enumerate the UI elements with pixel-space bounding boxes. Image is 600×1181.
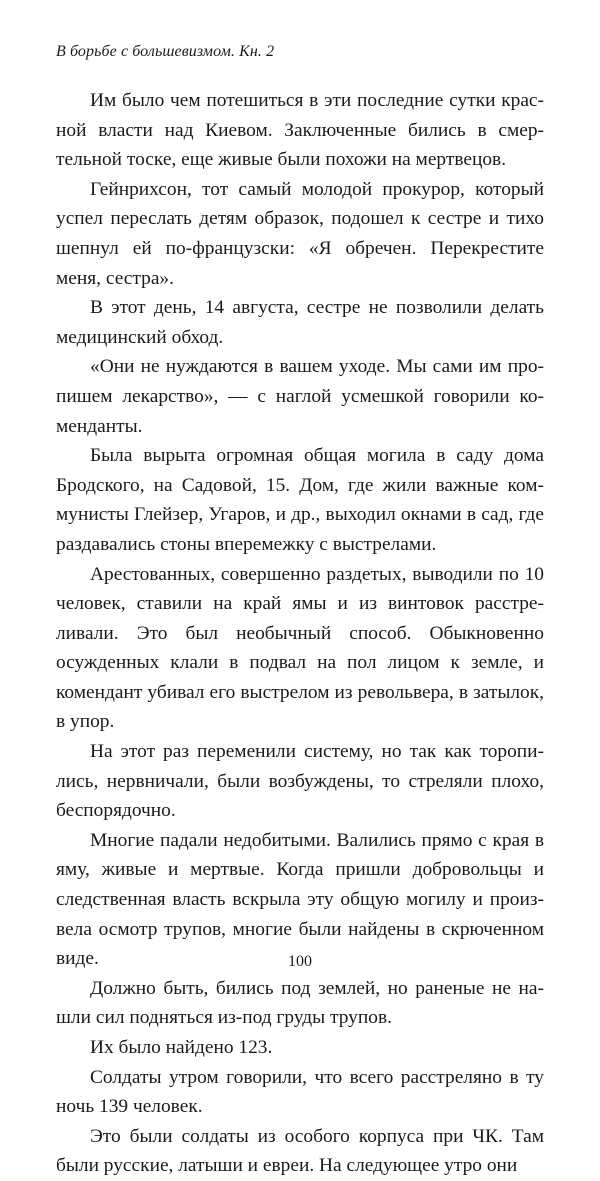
paragraph: Гейнрихсон, тот самый молодой прокурор, который успел переслать детям образок, подошел к сестре и тихо шепнул ей по-французски: «Я обречен. Перекрестите меня, сестра».	[56, 178, 544, 289]
paragraph: Должно быть, бились под землей, но раненые не нашли сил подняться из-под груды трупов.	[56, 977, 544, 1029]
paragraph: Была вырыта огромная общая могила в саду дома Бродского, на Садовой, 15. Дом, где жили важные коммунисты Глейзер, Угаров, и др., выходил окнами в сад, где раздавались стоны вперемежку с выстрелами.	[56, 445, 544, 555]
paragraph: Солдаты утром говорили, что всего расстреляно в ту ночь 139 человек.	[56, 1066, 544, 1118]
paragraph: Им было чем потешиться в эти последние сутки красной власти над Киевом. Заключенные бились в смертельной тоске, еще живые были похожи на мертвецов.	[56, 90, 544, 171]
page-number: 100	[288, 953, 312, 970]
body-text	[56, 86, 544, 1181]
paragraph: Арестованных, совершенно раздетых, выводили по 10 человек, ставили на край ямы и из винтовок расстреливали. Это был необычный способ. Обыкновенно осужденных клали в подвал на пол лицом к земле, и комендант убивал его выстрелом из револьвера, в затылок, в упор.	[56, 563, 544, 733]
paragraph: На этот раз переменили систему, но так как торопились, нервничали, были возбуждены, то стреляли плохо, беспорядочно.	[56, 741, 544, 822]
paragraph: Многие падали недобитыми. Валились прямо с края в яму, живые и мертвые. Когда пришли добровольцы и следственная власть вскрыла эту общую могилу и произвела осмотр трупов, многие были найдены в скрюченном виде.	[56, 829, 544, 970]
paragraph: Их было найдено 123.	[90, 1037, 273, 1058]
running-header: В борьбе с большевизмом. Кн. 2	[56, 43, 275, 60]
paragraph: Это были солдаты из особого корпуса при ЧК. Там были русские, латыши и евреи. На следующее утро они	[56, 1125, 544, 1177]
paragraph: В этот день, 14 августа, сестре не позволили делать медицинский обход.	[56, 297, 544, 348]
paragraph: «Они не нуждаются в вашем уходе. Мы сами им пропишем лекарство», — с наглой усмешкой говорили коменданты.	[56, 356, 544, 437]
